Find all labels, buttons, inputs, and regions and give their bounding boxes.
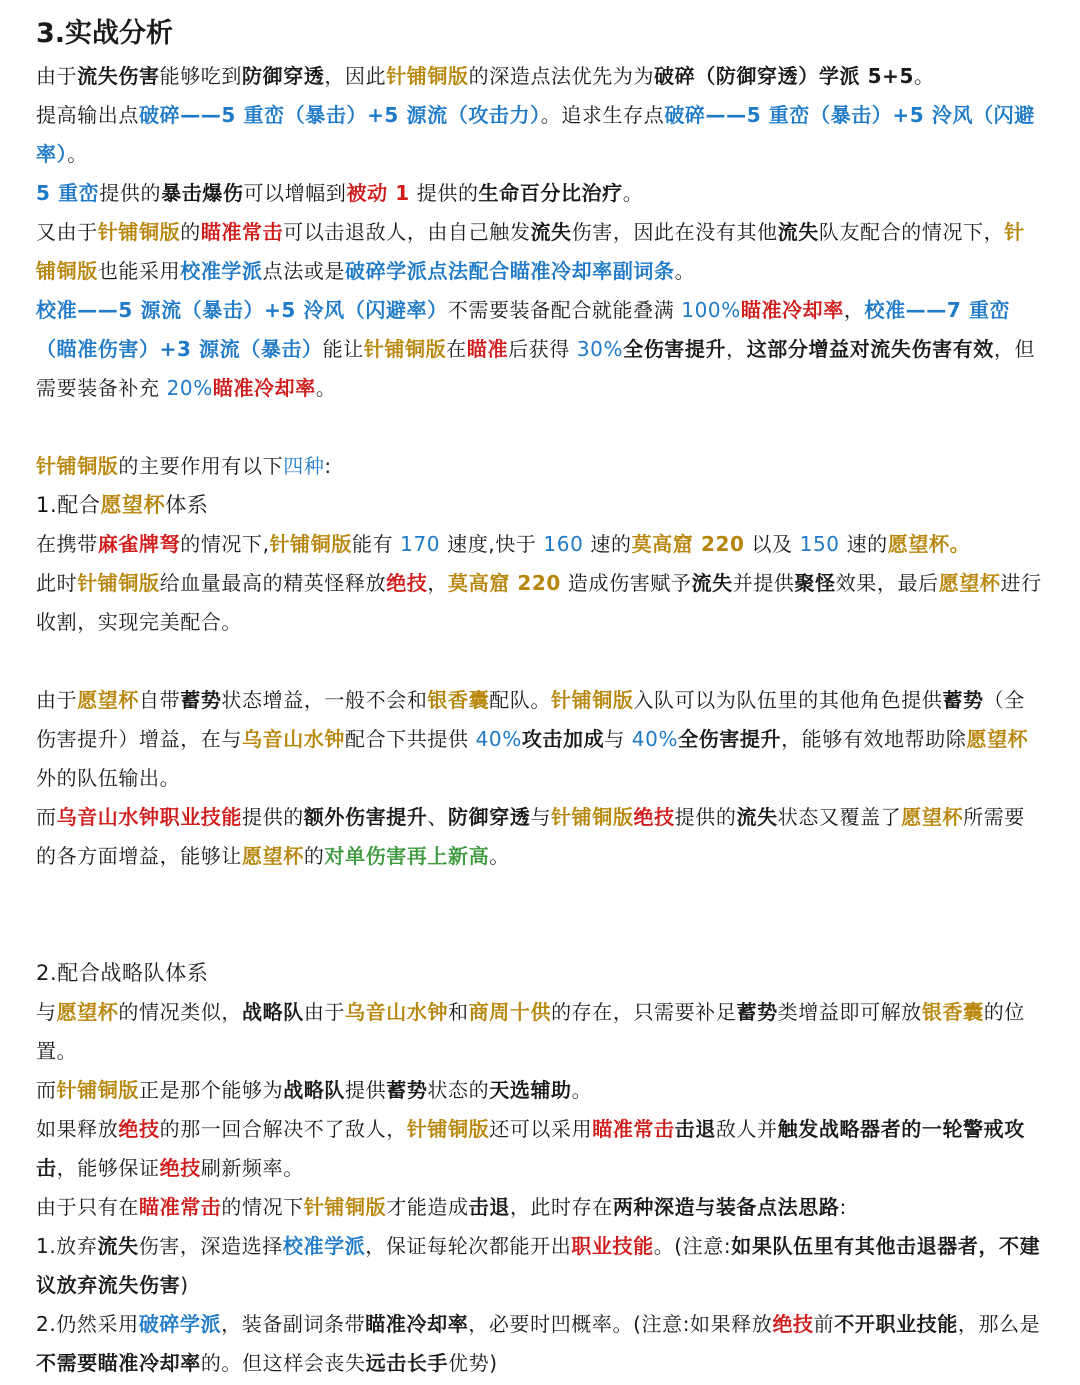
text-run: 流失 [530,220,572,244]
text-run: 战略队 [242,1000,304,1024]
text-run: 的主要作用有以下 [118,454,284,478]
text-run: 流失 [777,220,819,244]
text-run: 可以击退敌人，由自己触发 [283,220,531,244]
text-run: 可以增幅到 [243,181,347,205]
paragraph-spacer [36,915,1044,954]
text-run: 队友配合的情况下， [818,220,1005,244]
text-run: 的深造点法优先为为 [468,64,655,88]
text-run: 校准学派 [180,259,263,283]
text-run: 绝技 [772,1312,814,1336]
text-run: 乌音山水钟 [242,727,345,751]
text-run: 效果，最后 [835,571,939,595]
text-run: 绝技 [159,1156,201,1180]
text-run: 也能采用 [97,259,181,283]
text-run: 蓄势 [386,1078,428,1102]
text-run: 速的 [583,532,632,556]
text-run: : [839,1195,847,1219]
text-run: 针铺铜版 [363,337,447,361]
text-run: 所需要的各方面增益，能够让 [36,805,1025,868]
text-run: ，此时存在 [509,1195,613,1219]
text-run: ， [427,571,449,595]
text-run: 。(注意: [653,1234,732,1258]
text-run: 正是那个能够为 [139,1078,284,1102]
text-run: 校准——5 源流（暴击）+5 泠风（闪避率） [36,298,448,322]
paragraph [36,291,1044,408]
text-run: 的情况下 [221,1195,304,1219]
text-run: 刷新频率。 [200,1156,304,1180]
text-run: 乌音山水钟 [345,1000,449,1024]
text-run: 愿望杯 [938,571,1001,595]
text-run: 愿望杯 [242,844,304,868]
text-run: 愿望杯 [100,493,166,517]
text-run: 全伤害提升 [623,337,727,361]
document-body [36,57,1044,1383]
text-run: 不需要装备配合就能叠满 [447,298,682,322]
text-run: 商周十供 [468,1000,552,1024]
text-run: 破碎学派 [138,1312,222,1336]
text-run: 而 [36,1078,57,1102]
text-run: 能有 [351,532,401,556]
text-run: 。 [315,376,337,400]
paragraph [36,798,1044,876]
text-run: ， [843,298,865,322]
text-run: 天选辅助 [489,1078,572,1102]
paragraph [36,1305,1044,1383]
text-run: ，保证每轮次都能开出 [365,1234,572,1258]
text-run: 攻击加成 [521,727,605,751]
text-run: 1.配合 [36,493,101,517]
paragraph [36,1227,1044,1305]
text-run: 破碎学派点法配合瞄准冷却率副词条 [345,259,675,283]
text-run: 绝技 [118,1117,160,1141]
text-run: 外的队伍输出。 [36,766,181,790]
text-run: 而 [36,805,57,829]
paragraph [36,174,1044,213]
text-run: 的位置。 [36,1000,1025,1063]
text-run: 的那一回合解决不了敌人， [159,1117,407,1141]
text-run: 。 [489,844,510,868]
text-run: 在 [446,337,467,361]
text-run: ，那么是 [957,1312,1041,1336]
text-run: 职业技能 [571,1234,654,1258]
text-run: 的 [180,220,201,244]
text-run: 不需要瞄准冷却率 [36,1351,201,1375]
text-run: 触发战略器者的一轮警戒攻击 [36,1117,1025,1180]
text-run: 提供的 [242,805,304,829]
text-run: 两种深造与装备点法思路 [612,1195,840,1219]
text-run: 暴击爆伤 [161,181,244,205]
text-run: ，装备副词条带 [221,1312,366,1336]
text-run: 状态增益，一般不会和 [221,688,428,712]
paragraph-spacer [36,408,1044,447]
text-run: ，能够有效地帮助除 [781,727,967,751]
text-run: 战略队 [283,1078,346,1102]
text-run: 1.放弃 [36,1234,98,1258]
text-run: 针铺铜版 [36,220,1025,283]
text-run: 如果队伍里有其他击退器者，不建议放弃流失伤害 [36,1234,1041,1297]
text-run: 提供的 [99,181,162,205]
text-run: 流失伤害 [77,64,160,88]
text-run: 由于 [36,64,78,88]
subsection-heading [36,954,1044,993]
text-run: 针铺铜版 [77,571,160,595]
paragraph-spacer [36,876,1044,915]
text-run: 远击长手 [365,1351,449,1375]
text-run: 愿望杯 [77,688,140,712]
paragraph [36,1188,1044,1227]
text-run: 能让 [322,337,364,361]
text-run: 伤害，深造选择 [138,1234,283,1258]
text-run: 蓄势 [180,688,222,712]
text-run: 这部分增益对流失伤害有效 [746,337,994,361]
text-run: 的情况下, [180,532,270,556]
paragraph [36,96,1044,174]
paragraph [36,993,1044,1071]
text-run: 的存在，只需要补足 [551,1000,737,1024]
text-run: 速度,快于 [440,532,544,556]
text-run: ， [726,337,747,361]
text-run: 被动 1 [346,181,410,205]
text-run: 额外伤害提升 [303,805,428,829]
text-run: 莫高窟 220 [631,532,745,556]
text-run: 体系 [165,493,209,517]
text-run: ，因此 [324,64,387,88]
text-run: 瞄准冷却率 [212,376,316,400]
paragraph [36,564,1044,642]
text-run: 又由于 [36,220,98,244]
text-run: 蓄势 [942,688,984,712]
text-run: ，能够保证 [56,1156,160,1180]
text-run: 与 [604,727,632,751]
text-run: 自带 [139,688,181,712]
text-run: 速的 [839,532,888,556]
text-run: 流失 [691,571,733,595]
text-run: 30% [576,337,624,361]
text-run: 还可以采用 [489,1117,593,1141]
text-run: 伤害，因此在没有其他 [571,220,778,244]
text-run: 流失 [97,1234,139,1258]
text-run: 对单伤害再上新高 [324,844,490,868]
text-run: 、 [427,805,449,829]
text-run: 针铺铜版 [386,64,469,88]
text-run: 的情况类似， [118,1000,243,1024]
text-run: 针铺铜版 [269,532,352,556]
text-run: 提高输出点 [36,103,139,127]
paragraph [36,1110,1044,1188]
text-run: 校准——7 重峦（瞄准伤害）+3 源流（暴击） [36,298,1011,361]
text-run: 点法或是 [262,259,346,283]
paragraph [36,57,1044,96]
text-run: 20% [166,376,213,400]
text-run: 瞄准 [466,337,509,361]
text-run: 针铺铜版 [551,805,634,829]
text-run: 。追求生存点 [540,103,665,127]
text-run: 此时 [36,571,78,595]
paragraph [36,681,1044,798]
text-run: 。 [914,64,935,88]
text-run: 入队可以为队伍里的其他角色提供 [633,688,943,712]
text-run: 绝技 [633,805,675,829]
text-run: 的。但这样会丧失 [200,1351,366,1375]
text-run: 2.仍然采用 [36,1312,139,1336]
paragraph [36,525,1044,564]
text-run: 击退 [674,1117,716,1141]
text-run: 给血量最高的精英怪释放 [159,571,387,595]
text-run: 针铺铜版 [303,1195,387,1219]
text-run: 不开职业技能 [834,1312,958,1336]
paragraph [36,1071,1044,1110]
text-run: 职业技能 [159,805,243,829]
text-run: 5 重峦 [36,181,100,205]
text-run: 造成伤害赋予 [560,571,692,595]
text-run: 瞄准冷却率 [740,298,844,322]
text-run: 170 [400,532,441,556]
text-run: 四种 [283,454,325,478]
text-run: 莫高窟 220 [448,571,561,595]
text-run: 针铺铜版 [36,454,119,478]
text-run: 提供的 [409,181,479,205]
text-run: 如果释放 [36,1117,119,1141]
text-run: 提供的 [674,805,737,829]
text-run: 和 [448,1000,469,1024]
paragraph [36,213,1044,291]
text-run: 校准学派 [282,1234,366,1258]
text-run: 银香囊 [921,1000,984,1024]
text-run: 由于 [36,688,78,712]
text-run: 针铺铜版 [406,1117,490,1141]
text-run: 瞄准冷却率 [365,1312,469,1336]
subsection-heading [36,486,1044,525]
text-run: 针铺铜版 [97,220,181,244]
text-run: 防御穿透 [242,64,325,88]
text-run: 麻雀牌弩 [97,532,181,556]
text-run: 配合下共提供 [345,727,476,751]
text-run: 聚怪 [794,571,836,595]
text-run: 。 [67,142,88,166]
text-run: 以及 [744,532,800,556]
text-run: 针铺铜版 [551,688,634,712]
text-run: 绝技 [386,571,428,595]
text-run: 与 [530,805,552,829]
text-run: 破碎——5 重峦（暴击）+5 泠风（闪避率） [36,103,1035,166]
text-run: 提供 [345,1078,387,1102]
text-run: 类增益即可解放 [777,1000,922,1024]
text-run: 流失 [736,805,778,829]
text-run: 瞄准常击 [200,220,284,244]
text-run: 破碎（防御穿透）学派 5+5 [654,64,914,88]
text-run: 在携带 [36,532,98,556]
text-run: 生命百分比治疗 [478,181,623,205]
paragraph-spacer [36,642,1044,681]
text-run: 银香囊 [427,688,490,712]
text-run: 与 [36,1000,57,1024]
text-run: 2.配合战略队体系 [36,961,209,985]
text-run: 状态的 [427,1078,490,1102]
text-run: 瞄准常击 [139,1195,222,1219]
text-run: 愿望杯 [901,805,964,829]
text-run: 愿望杯 [56,1000,119,1024]
text-run: ，必要时凹概率。(注意:如果释放 [468,1312,773,1336]
text-run: 状态又覆盖了 [777,805,902,829]
text-run: 愿望杯。 [887,532,971,556]
text-run: 。 [571,1078,593,1102]
text-run: 。 [674,259,696,283]
section-title: 3.实战分析 [36,18,174,49]
text-run: 针铺铜版 [56,1078,140,1102]
text-run: 敌人并 [715,1117,778,1141]
text-run: 乌音山水钟 [56,805,160,829]
text-run: 前 [813,1312,835,1336]
text-run: 后获得 [508,337,577,361]
text-run: 并提供 [732,571,795,595]
text-run: : [324,454,332,478]
text-run: 。 [622,181,644,205]
text-run: 由于只有在 [36,1195,139,1219]
text-run: 全伤害提升 [678,727,782,751]
text-run: 瞄准常击 [592,1117,675,1141]
text-run: 40% [475,727,522,751]
text-run: 40% [631,727,679,751]
text-run: 能够吃到 [159,64,243,88]
text-run: 的 [303,844,325,868]
text-run: 由于 [303,1000,346,1024]
text-run: 蓄势 [736,1000,778,1024]
text-run: 进行收割，实现完美配合。 [36,571,1042,634]
text-run: 才能造成 [386,1195,469,1219]
text-run: （全伤害提升）增益，在与 [36,688,1025,751]
text-run: 150 [799,532,840,556]
text-run: 破碎——5 重峦（暴击）+5 源流（攻击力） [139,103,541,127]
text-run: 防御穿透 [448,805,531,829]
text-run: 160 [543,532,584,556]
text-run: 击退 [468,1195,510,1219]
text-run: ，但需要装备补充 [36,337,1036,400]
text-run: 配队。 [489,688,552,712]
text-run: 优势) [448,1351,498,1375]
paragraph [36,447,1044,486]
text-run: 100% [681,298,741,322]
text-run: ) [180,1273,189,1297]
text-run: 愿望杯 [966,727,1029,751]
